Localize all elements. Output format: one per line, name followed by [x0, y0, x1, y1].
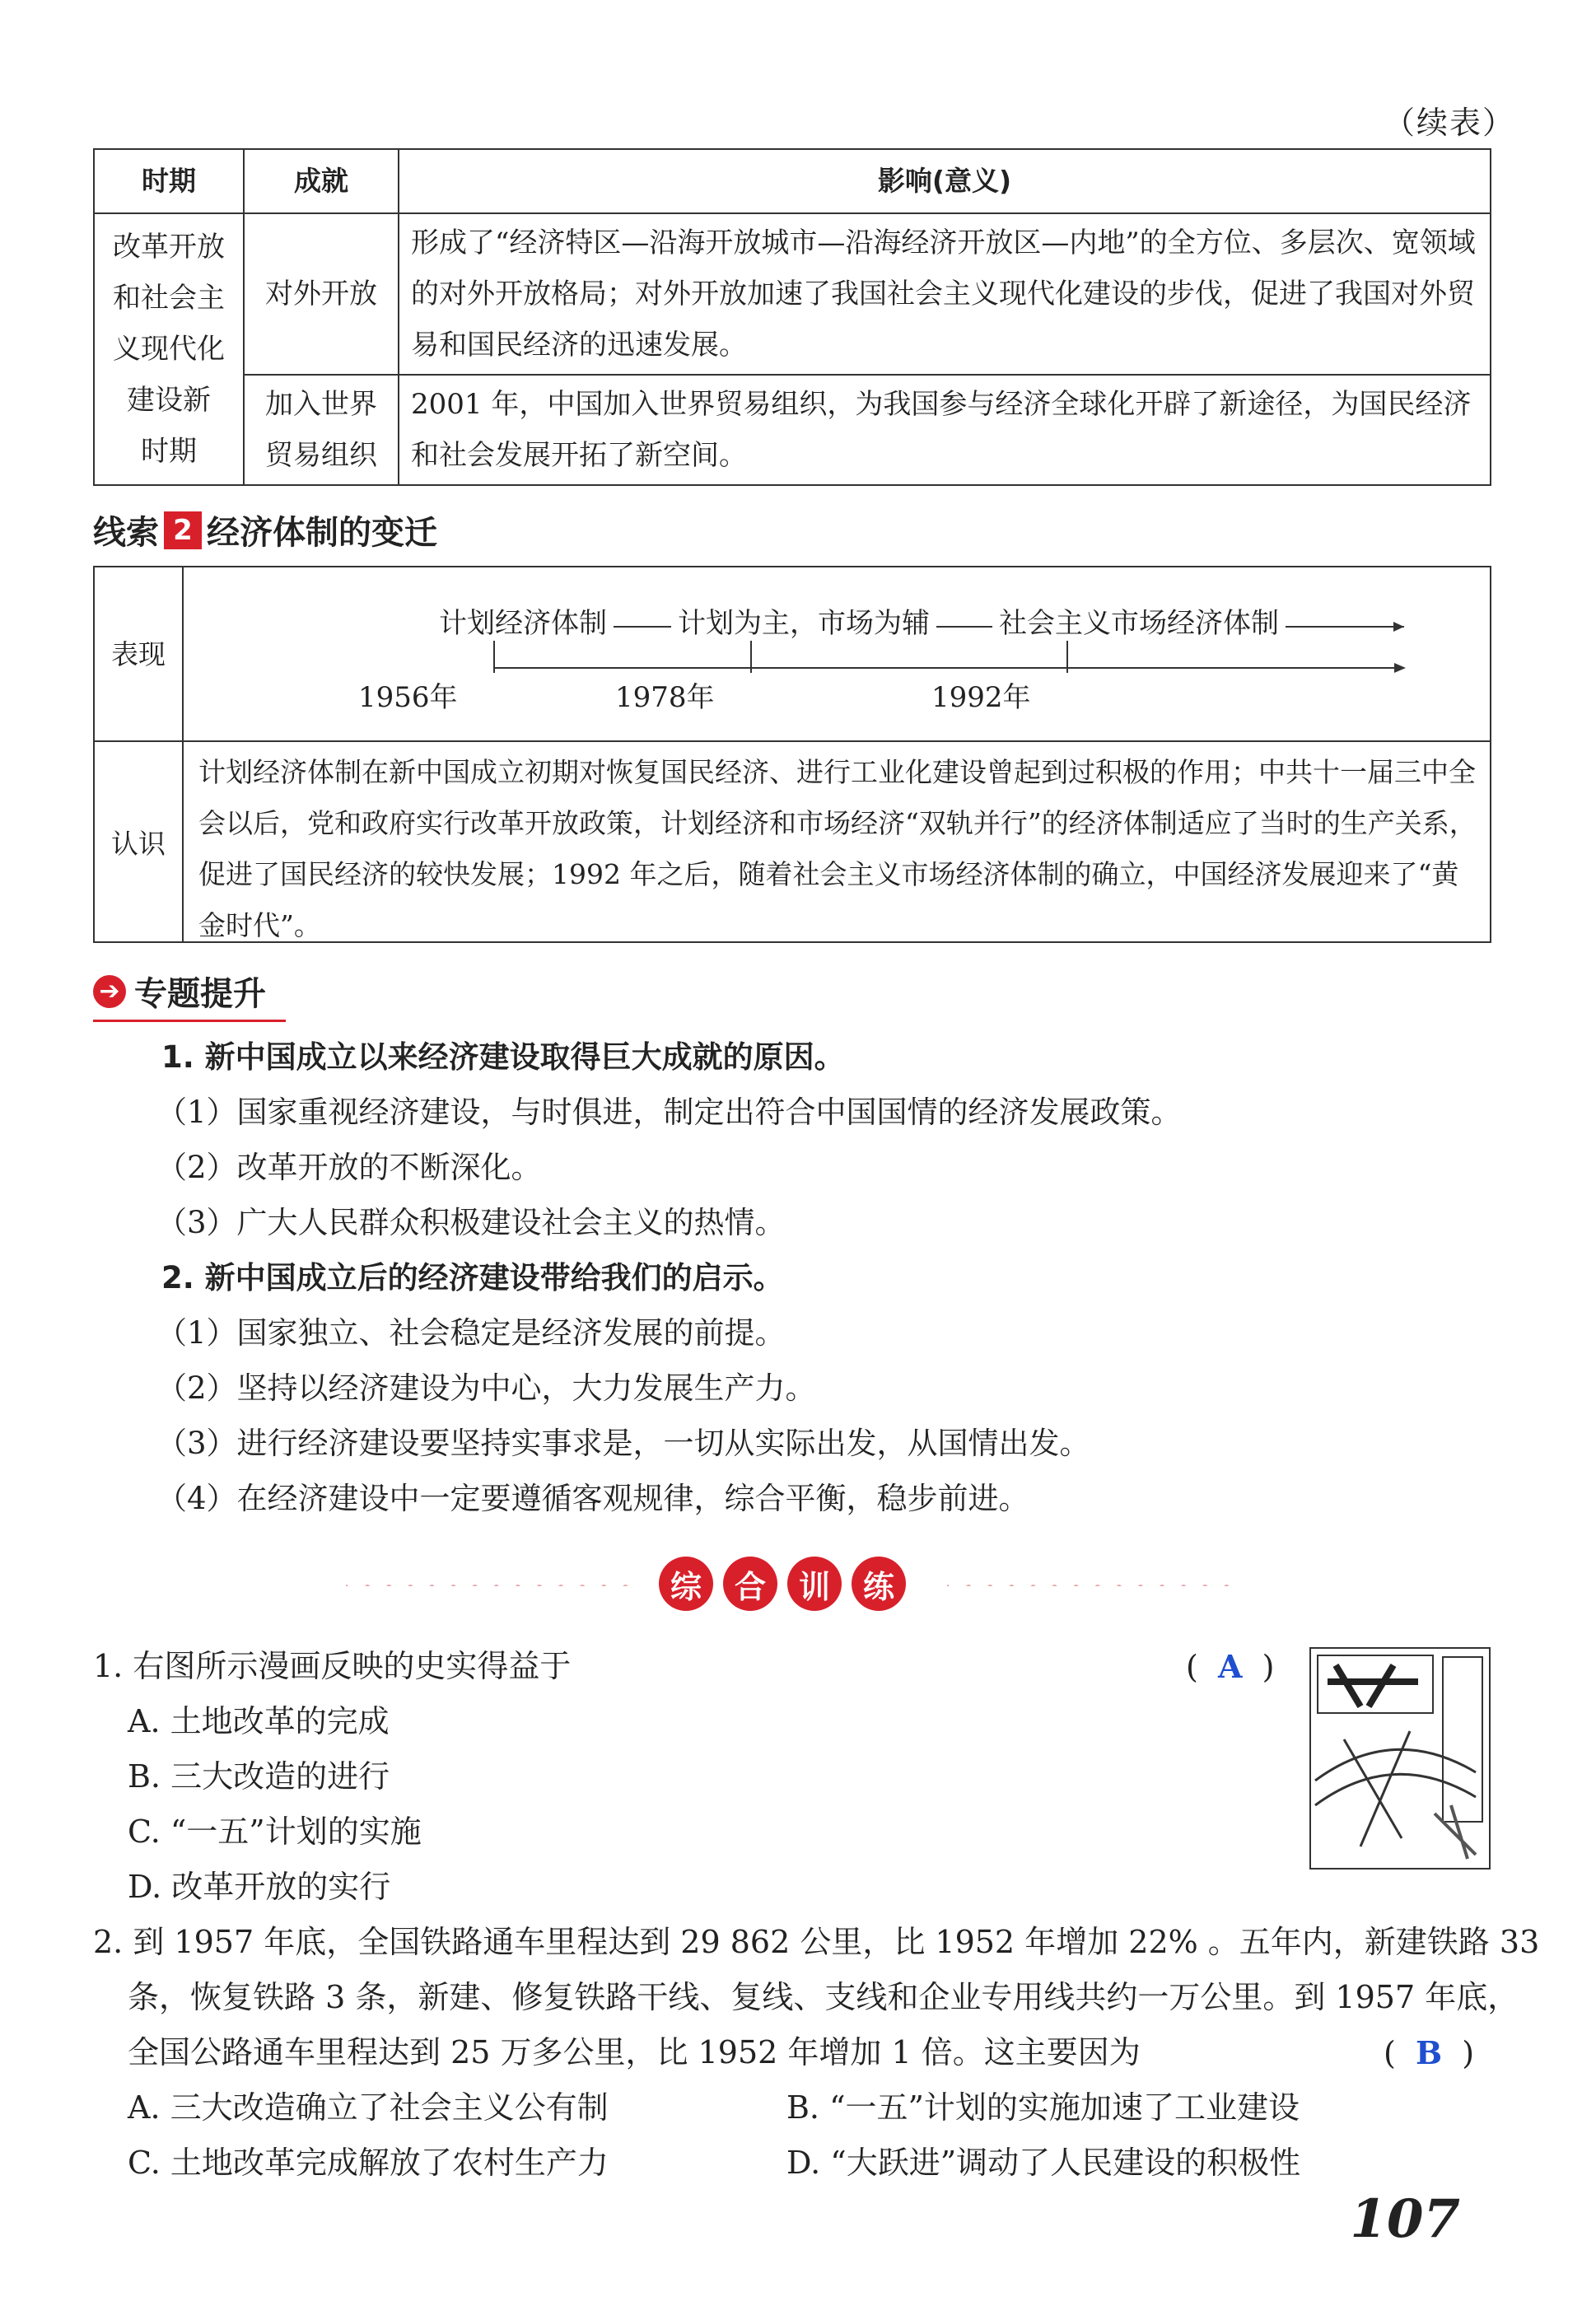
cartoon-image: [1309, 1647, 1491, 1870]
page-number: 107: [1350, 2188, 1460, 2250]
period-line: 建设新: [127, 384, 211, 417]
period-line: 改革开放: [113, 231, 225, 264]
label-show: 表现: [111, 638, 166, 670]
section-char: 合: [723, 1557, 777, 1611]
period-line: 时期: [141, 435, 197, 468]
answer: A: [1217, 1648, 1243, 1685]
list-item: （3）进行经济建设要坚持实事求是，一切从实际出发，从国情出发。: [156, 1426, 1090, 1461]
achievement-line: 贸易组织: [265, 439, 377, 472]
year-label: 1978年: [615, 681, 715, 714]
option: B. “一五”计划的实施加速了工业建设: [786, 2089, 1300, 2126]
question-2-stem-line: 2. 到 1957 年底，全国铁路通车里程达到 29 862 公里，比 1952 年增加 22% 。五年内，新建铁路 33: [93, 1924, 1540, 1960]
header-achievement: 成就: [244, 149, 399, 213]
period-line: 和社会主: [113, 282, 225, 315]
list-item: （1）国家重视经济建设，与时俱进，制定出符合中国国情的经济发展政策。: [156, 1095, 1182, 1130]
option: A. 三大改造确立了社会主义公有制: [128, 2089, 609, 2126]
topic-title: 专题提升: [134, 975, 266, 1013]
section-title: [659, 1557, 906, 1611]
impact-cell: 形成了“经济特区—沿海开放城市—沿海经济开放区—内地”的全方位、多层次、宽领域的对外开放格局；对外开放加速了我国社会主义现代化建设的步伐，促进了我国对外贸易和国民经济的迅速发展。: [399, 213, 1491, 375]
year-label: 1992年: [931, 681, 1031, 714]
section-char: 综: [659, 1557, 713, 1611]
list-item: （4）在经济建设中一定要遵循客观规律，综合平衡，稳步前进。: [156, 1481, 1029, 1516]
section-char: 练: [852, 1557, 906, 1611]
label-know: 认识: [111, 828, 166, 860]
impact-cell: 2001 年，中国加入世界贸易组织，为我国参与经济全球化开辟了新途径，为国民经济和社会发展开拓了新空间。: [399, 375, 1491, 485]
achievement-cell: 对外开放: [244, 213, 399, 375]
topic-question: 1. 新中国成立以来经济建设取得巨大成就的原因。: [161, 1039, 845, 1075]
header-impact: 影响(意义): [399, 149, 1491, 213]
option: C. 土地改革完成解放了农村生产力: [128, 2145, 609, 2181]
question-2-stem-line: 全国公路通车里程达到 25 万多公里，比 1952 年增加 1 倍。这主要因为: [128, 2034, 1141, 2070]
arrow-icon: ➔: [93, 975, 126, 1008]
dotted-divider-left: [346, 1583, 642, 1586]
recognition-text: 计划经济体制在新中国成立初期对恢复国民经济、进行工业化建设曾起到过积极的作用；中共十一届三中全会以后，党和政府实行改革开放政策，计划经济和市场经济“双轨并行”的经济体制适应了当时的生产关系，促进了国民经济的较快发展；1992 年之后，随着社会主义市场经济体制的确立，中国经济发展迎来了“黄金时代”。: [198, 756, 1477, 941]
option: A. 土地改革的完成: [128, 1703, 390, 1739]
table-row: [94, 375, 1491, 485]
clue-number: 2: [164, 511, 202, 549]
list-item: （2）坚持以经济建设为中心，大力发展生产力。: [156, 1370, 816, 1406]
stage-label: 计划为主，市场为辅: [671, 600, 936, 641]
economic-system-table: [93, 566, 1491, 943]
option: B. 三大改造的进行: [128, 1758, 390, 1795]
table-row: [94, 213, 1491, 375]
answer-bracket: ( A ): [1186, 1648, 1275, 1685]
dotted-divider-right: [947, 1583, 1244, 1586]
list-item: （2）改革开放的不断深化。: [156, 1150, 542, 1185]
section-char: 训: [787, 1557, 842, 1611]
stage-label: 社会主义市场经济体制: [992, 600, 1286, 641]
topic-question: 2. 新中国成立后的经济建设带给我们的启示。: [161, 1260, 784, 1295]
clue-heading: [93, 506, 437, 553]
achievement-table: [93, 148, 1491, 486]
option: C. “一五”计划的实施: [128, 1814, 422, 1850]
stage-label: 计划经济体制: [432, 600, 614, 641]
answer: B: [1415, 2034, 1443, 2071]
list-item: （1）国家独立、社会稳定是经济发展的前提。: [156, 1315, 786, 1351]
table-header-row: [94, 149, 1491, 213]
topic-list: [156, 1029, 1182, 1526]
list-item: （3）广大人民群众积极建设社会主义的热情。: [156, 1205, 786, 1240]
period-line: 义现代化: [113, 333, 225, 366]
question-1-stem: 1. 右图所示漫画反映的史实得益于: [93, 1648, 572, 1684]
answer-bracket: ( B ): [1384, 2034, 1475, 2071]
period-cell: [94, 213, 244, 485]
clue-title: 经济体制的变迁: [207, 514, 437, 552]
achievement-line: 加入世界: [265, 388, 377, 421]
continued-label: （续表）: [1384, 105, 1516, 141]
option: D. “大跃进”调动了人民建设的积极性: [786, 2145, 1301, 2181]
topic-heading: [93, 968, 286, 1022]
year-label: 1956年: [358, 681, 458, 714]
header-period: 时期: [94, 149, 244, 213]
question-2-stem-line: 条，恢复铁路 3 条，新建、修复铁路干线、复线、支线和企业专用线共约一万公里。到 1957 年底，: [128, 1979, 1519, 2015]
achievement-cell: [244, 375, 399, 485]
clue-prefix: 线索: [93, 514, 159, 552]
option: D. 改革开放的实行: [128, 1869, 391, 1905]
